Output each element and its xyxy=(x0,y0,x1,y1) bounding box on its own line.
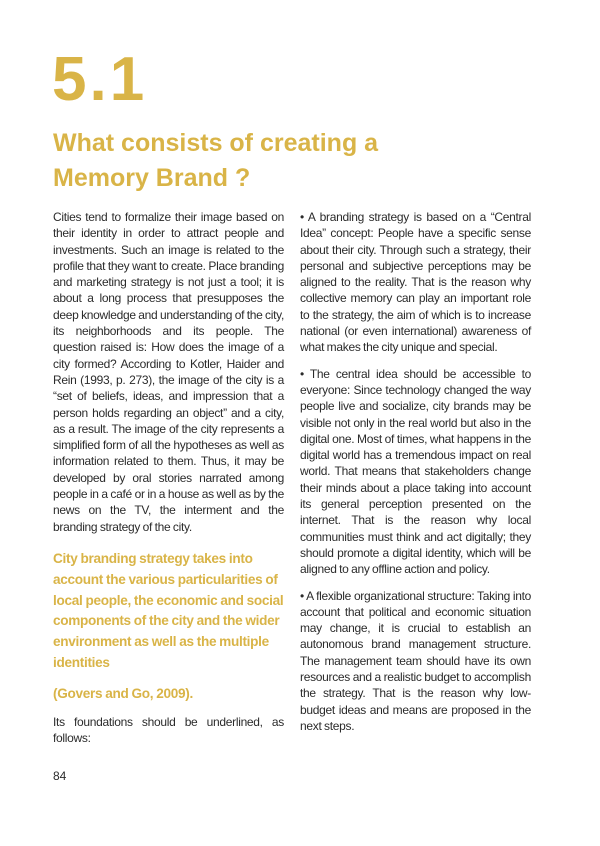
bullet-paragraph: • A flexible organizational structure: Taking into account that political and economic situation may change, it is crucial to establish an autonomous brand management structure. The management team should have its own resources and a realistic budget to accomplish the strategy. That is the reason why low-budget ideas and means are proposed in the next steps. xyxy=(300,588,531,733)
followup-paragraph: Its foundations should be underlined, as follows: xyxy=(53,714,284,746)
right-column xyxy=(300,209,531,744)
section-number: 5.1 xyxy=(52,45,148,114)
pull-quote: City branding strategy takes into account the various particularities of local people, the economic and social components of the city and the wider environment as well as the multiple identities xyxy=(53,550,284,670)
left-column xyxy=(53,209,284,785)
section-heading: What consists of creating a Memory Brand ? xyxy=(53,129,379,192)
bullet-paragraph: • The central idea should be accessible to everyone: Since technology changed the way people live and socialize, city brands may be visible not only in the real world but also in the digital one. Most of times, what happens in the digital world has a tremendous impact on real world. That means that stakeholders change their minds about a place taking into account its general perception presented on the internet. That is the reason why local communities must think and act digitally; they should promote a digital identity, which will be aligned to any offline action and policy. xyxy=(300,366,531,577)
intro-paragraph: Cities tend to formalize their image based on their identity in order to attract people and investments. Such an image is related to the profile that they want to create. Place branding and marketing strategy is not just a tool; it is about a long process that presupposes the deep knowledge and understanding of the city, its neighborhoods and its people. The question raised is: How does the image of a city formed? According to Kotler, Haider and Rein (1993, p. 273), the image of the city is a “set of beliefs, ideas, and impression that a person holds regarding an object” and a city, as a result. The image of the city represents a simplified form of all the hypotheses as well as information related to them. Thus, it may be developed by oral stories narrated among people in a café or in a house as well as by the news on the TV, the interment and the branding strategy of the city. xyxy=(53,210,284,534)
bullet-paragraph: • A branding strategy is based on a “Central Idea” concept: People have a specific sense about their city. Through such a strategy, their personal and subjective perceptions may be aligned to the reality. That is the reason why collective memory can play an important role to the strategy, the aim of which is to increase national (or even international) awareness of what makes the city unique and special. xyxy=(300,210,531,355)
page-number: 84 xyxy=(53,769,67,784)
quote-citation: (Govers and Go, 2009). xyxy=(53,685,193,701)
